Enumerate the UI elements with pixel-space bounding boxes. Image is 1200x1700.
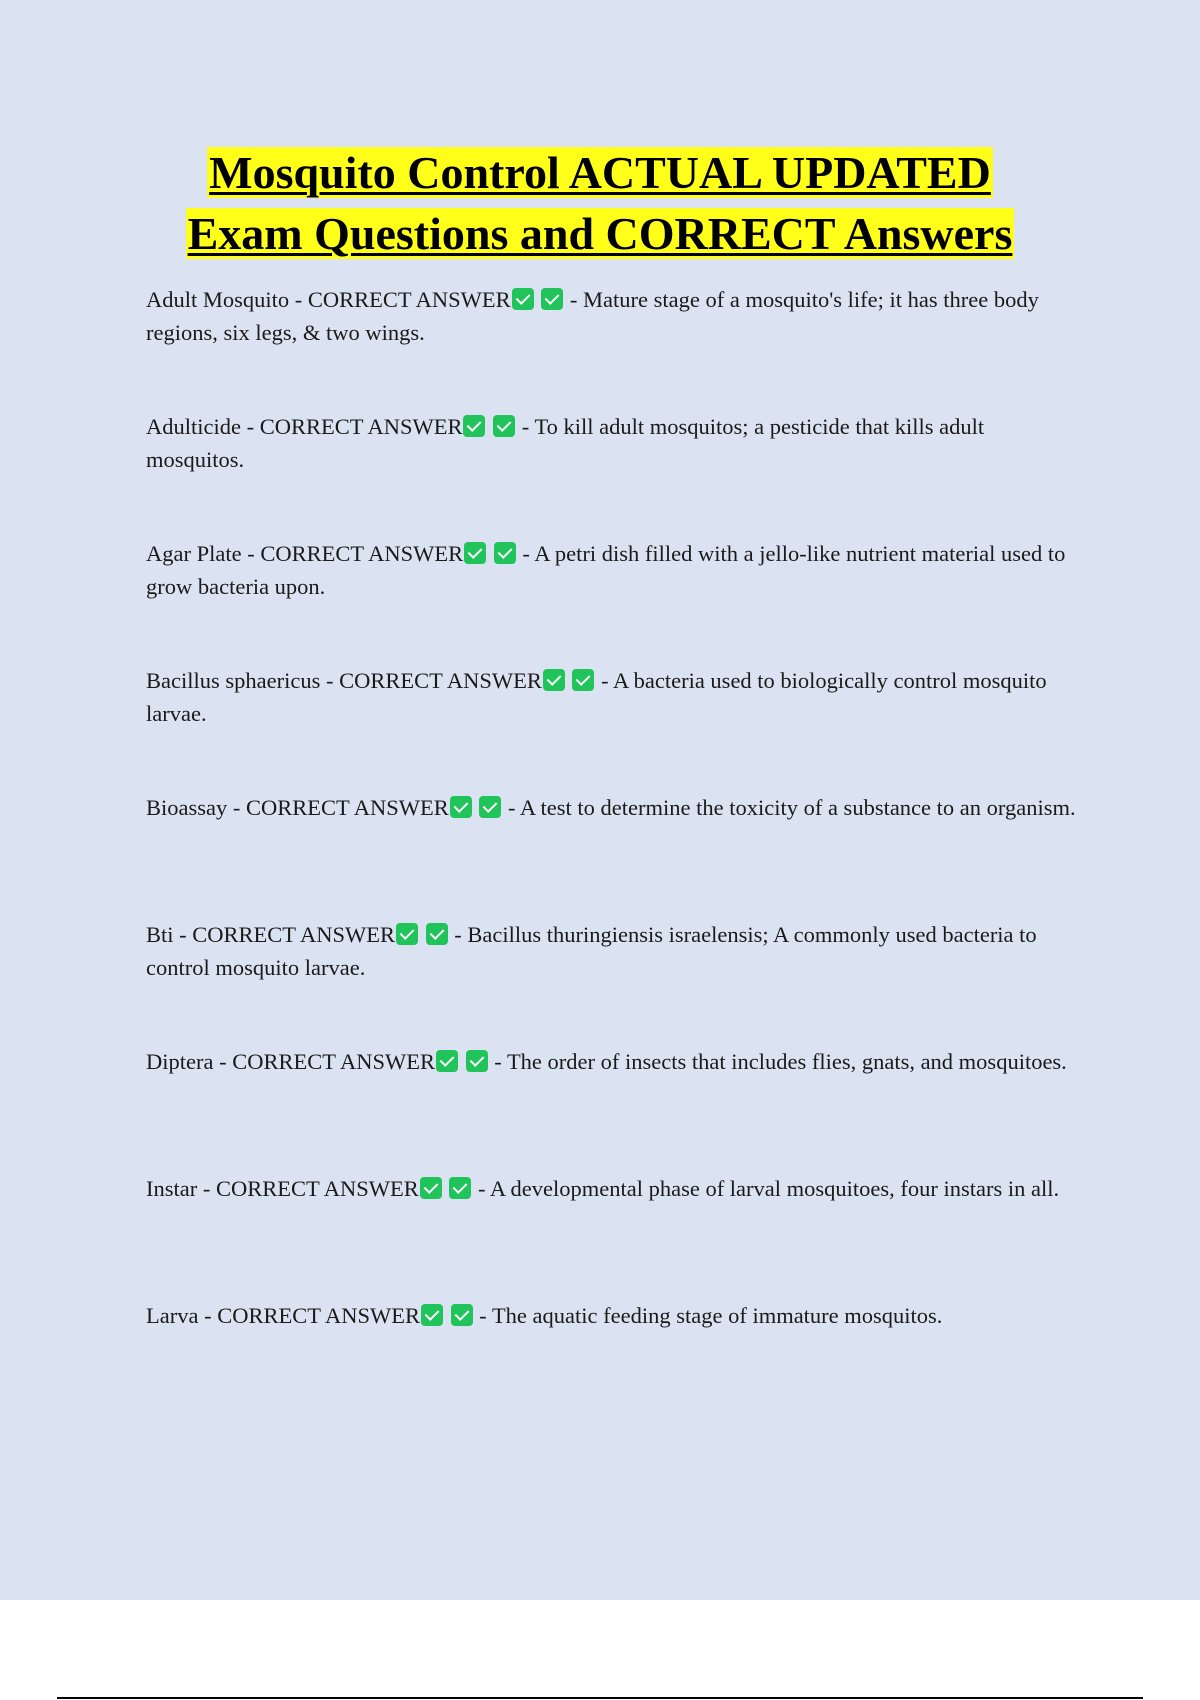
check-icon <box>420 1177 442 1199</box>
answer-marker: CORRECT ANSWER <box>217 1303 420 1328</box>
check-icon <box>450 796 472 818</box>
check-icon <box>572 669 594 691</box>
check-icon <box>493 415 515 437</box>
check-icon <box>426 923 448 945</box>
answer-marker: CORRECT ANSWER <box>215 1176 419 1201</box>
entry-definition: A test to determine the toxicity of a substance to an organism. <box>519 795 1076 820</box>
check-icon <box>464 542 486 564</box>
answer-marker: CORRECT ANSWER <box>339 668 542 693</box>
entry-definition: The aquatic feeding stage of immature mosquitos. <box>491 1303 943 1328</box>
entry-definition: A developmental phase of larval mosquitoes, four instars in all. <box>489 1176 1060 1201</box>
entry-term: Bti <box>146 922 174 947</box>
entry-term: Adulticide <box>146 414 241 439</box>
answer-marker: CORRECT ANSWER <box>192 922 396 947</box>
entry-term: Bacillus sphaericus <box>146 668 321 693</box>
entry-definition: To kill adult mosquitos; a pesticide that kills adult mosquitos. <box>146 414 985 472</box>
entry-definition: Mature stage of a mosquito's life; it has three body regions, six legs, & two wings. <box>146 287 1039 345</box>
check-icon <box>421 1304 443 1326</box>
check-icon <box>396 923 418 945</box>
entry-term: Diptera <box>146 1049 214 1074</box>
check-icon <box>451 1304 473 1326</box>
answer-marker: CORRECT ANSWER <box>259 414 463 439</box>
entry-term: Agar Plate <box>146 541 242 566</box>
qa-entry: Adulticide - CORRECT ANSWER - To kill adult mosquitos; a pesticide that kills adult mosquitos. <box>146 414 985 472</box>
check-icon <box>479 796 501 818</box>
qa-entry: Bti - CORRECT ANSWER - Bacillus thuringiensis israelensis; A commonly used bacteria to control mosquito larvae. <box>146 922 1037 980</box>
qa-entry: Larva - CORRECT ANSWER - The aquatic feeding stage of immature mosquitos. <box>146 1303 943 1328</box>
entry-term: Instar <box>146 1176 198 1201</box>
entry-term: Bioassay <box>146 795 228 820</box>
check-icon <box>543 669 565 691</box>
check-icon <box>466 1050 488 1072</box>
title-line-1: Mosquito Control ACTUAL UPDATED <box>209 147 991 198</box>
check-icon <box>463 415 485 437</box>
answer-marker: CORRECT ANSWER <box>307 287 511 312</box>
qa-entry: Adult Mosquito - CORRECT ANSWER - Mature stage of a mosquito's life; it has three body regions, six legs, & two wings. <box>146 287 1039 345</box>
document-title <box>0 142 1200 264</box>
check-icon <box>494 542 516 564</box>
entry-definition: Bacillus thuringiensis israelensis; A commonly used bacteria to control mosquito larvae. <box>146 922 1037 980</box>
footer-divider <box>57 1697 1143 1699</box>
qa-list <box>146 283 1086 1426</box>
check-icon <box>436 1050 458 1072</box>
qa-entry: Bacillus sphaericus - CORRECT ANSWER - A bacteria used to biologically control mosquito larvae. <box>146 668 1047 726</box>
entry-term: Adult Mosquito <box>146 287 290 312</box>
answer-marker: CORRECT ANSWER <box>232 1049 435 1074</box>
answer-marker: CORRECT ANSWER <box>246 795 449 820</box>
entry-definition: A bacteria used to biologically control mosquito larvae. <box>146 668 1047 726</box>
entry-term: Larva <box>146 1303 199 1328</box>
check-icon <box>541 288 563 310</box>
qa-entry: Bioassay - CORRECT ANSWER - A test to determine the toxicity of a substance to an organism. <box>146 795 1076 820</box>
entry-definition: The order of insects that includes flies, gnats, and mosquitoes. <box>506 1049 1067 1074</box>
qa-entry: Agar Plate - CORRECT ANSWER - A petri dish filled with a jello-like nutrient material used to grow bacteria upon. <box>146 541 1066 599</box>
qa-entry: Diptera - CORRECT ANSWER - The order of insects that includes flies, gnats, and mosquitoes. <box>146 1049 1067 1074</box>
check-icon <box>512 288 534 310</box>
title-line-2: Exam Questions and CORRECT Answers <box>187 208 1013 259</box>
answer-marker: CORRECT ANSWER <box>260 541 464 566</box>
entry-definition: A petri dish filled with a jello-like nutrient material used to grow bacteria upon. <box>146 541 1066 599</box>
check-icon <box>449 1177 471 1199</box>
qa-entry: Instar - CORRECT ANSWER - A developmental phase of larval mosquitoes, four instars in all. <box>146 1176 1060 1201</box>
